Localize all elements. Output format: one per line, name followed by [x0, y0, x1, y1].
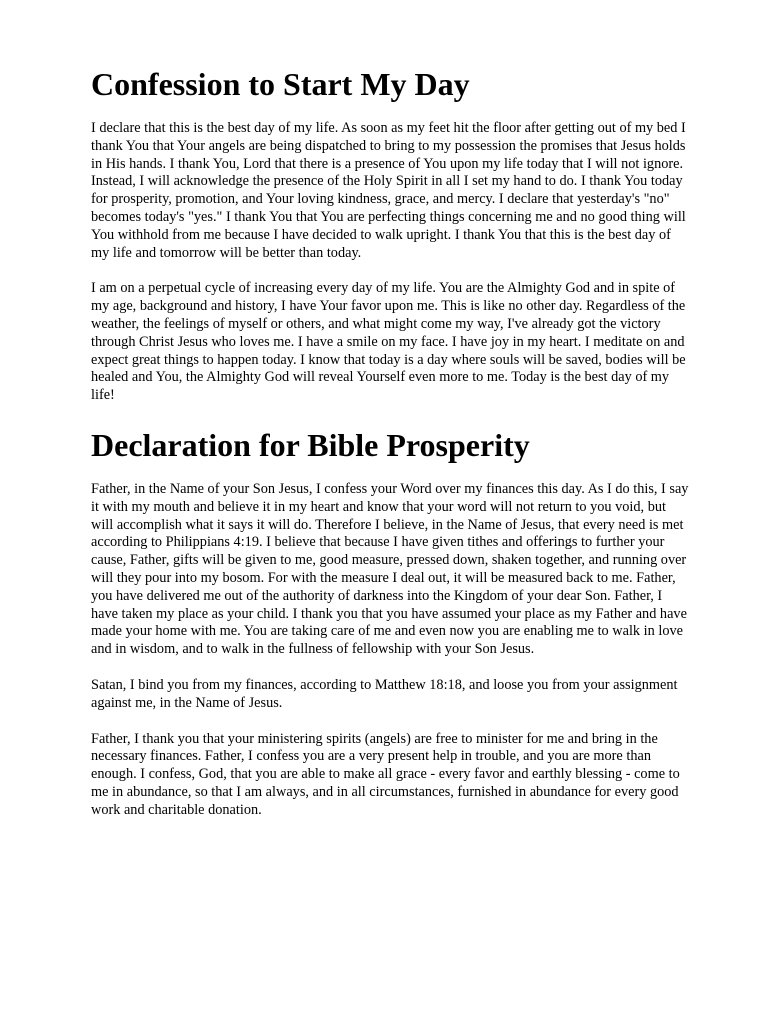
paragraph: Father, in the Name of your Son Jesus, I confess your Word over my finances this day. As I do this, I say it with my mouth and believe it in my heart and know that your word will not return to you void, but will accomplish what it says it will do. Therefore I believe, in the Name of Jesus, that every need is met according to Philippians 4:19. I believe that because I have given tithes and offerings to further your cause, Father, gifts will be given to me, good measure, pressed down, shaken together, and running over will they pour into my bosom. For with the measure I deal out, it will be measured back to me. Father, you have delivered me out of the authority of darkness into the Kingdom of your dear Son. Father, I have taken my place as your child. I thank you that you have assumed your place as my Father and have made your home with me. You are taking care of me and even now you are enabling me to walk in love and in wisdom, and to walk in the fullness of fellowship with your Son Jesus.	[91, 480, 689, 658]
document-page	[91, 62, 691, 838]
section-declaration	[91, 423, 691, 820]
paragraph: Father, I thank you that your ministering spirits (angels) are free to minister for me and bring in the necessary finances. Father, I confess you are a very present help in trouble, and you are more than enough. I confess, God, that you are able to make all grace - every favor and earthly blessing - come to me in abundance, so that I am always, and in all circumstances, furnished in abundance for every good work and charitable donation.	[91, 730, 680, 818]
paragraph: I am on a perpetual cycle of increasing every day of my life. You are the Almighty God and in spite of my age, background and history, I have Your favor upon me. This is like no other day. Regardless of the weather, the feelings of myself or others, and what might come my way, I've already got the victory through Christ Jesus who loves me. I have a smile on my face. I have joy in my heart. I meditate on and expect great things to happen today. I know that today is a day where souls will be saved, bodies will be healed and You, the Almighty God will reveal Yourself even more to me. Today is the best day of my life!	[91, 280, 686, 404]
section-confession	[91, 62, 691, 405]
section-title: Declaration for Bible Prosperity	[91, 426, 530, 463]
paragraph: I declare that this is the best day of my life. As soon as my feet hit the floor after getting out of my bed I thank You that Your angels are being dispatched to bring to my possession the promises that Jesus holds in His hands. I thank You, Lord that there is a presence of You upon my life today that I will not ignore. Instead, I will acknowledge the presence of the Holy Spirit in all I set my hand to do. I thank You today for prosperity, promotion, and Your loving kindness, grace, and mercy. I declare that yesterday's "no" becomes today's "yes." I thank You that You are perfecting things concerning me and no good thing will You withhold from me because I have decided to walk upright. I thank You that this is the best day of my life and tomorrow will be better than today.	[91, 120, 686, 261]
paragraph: Satan, I bind you from my finances, according to Matthew 18:18, and loose you from your assignment against me, in the Name of Jesus.	[91, 676, 678, 711]
section-title: Confession to Start My Day	[91, 66, 470, 102]
